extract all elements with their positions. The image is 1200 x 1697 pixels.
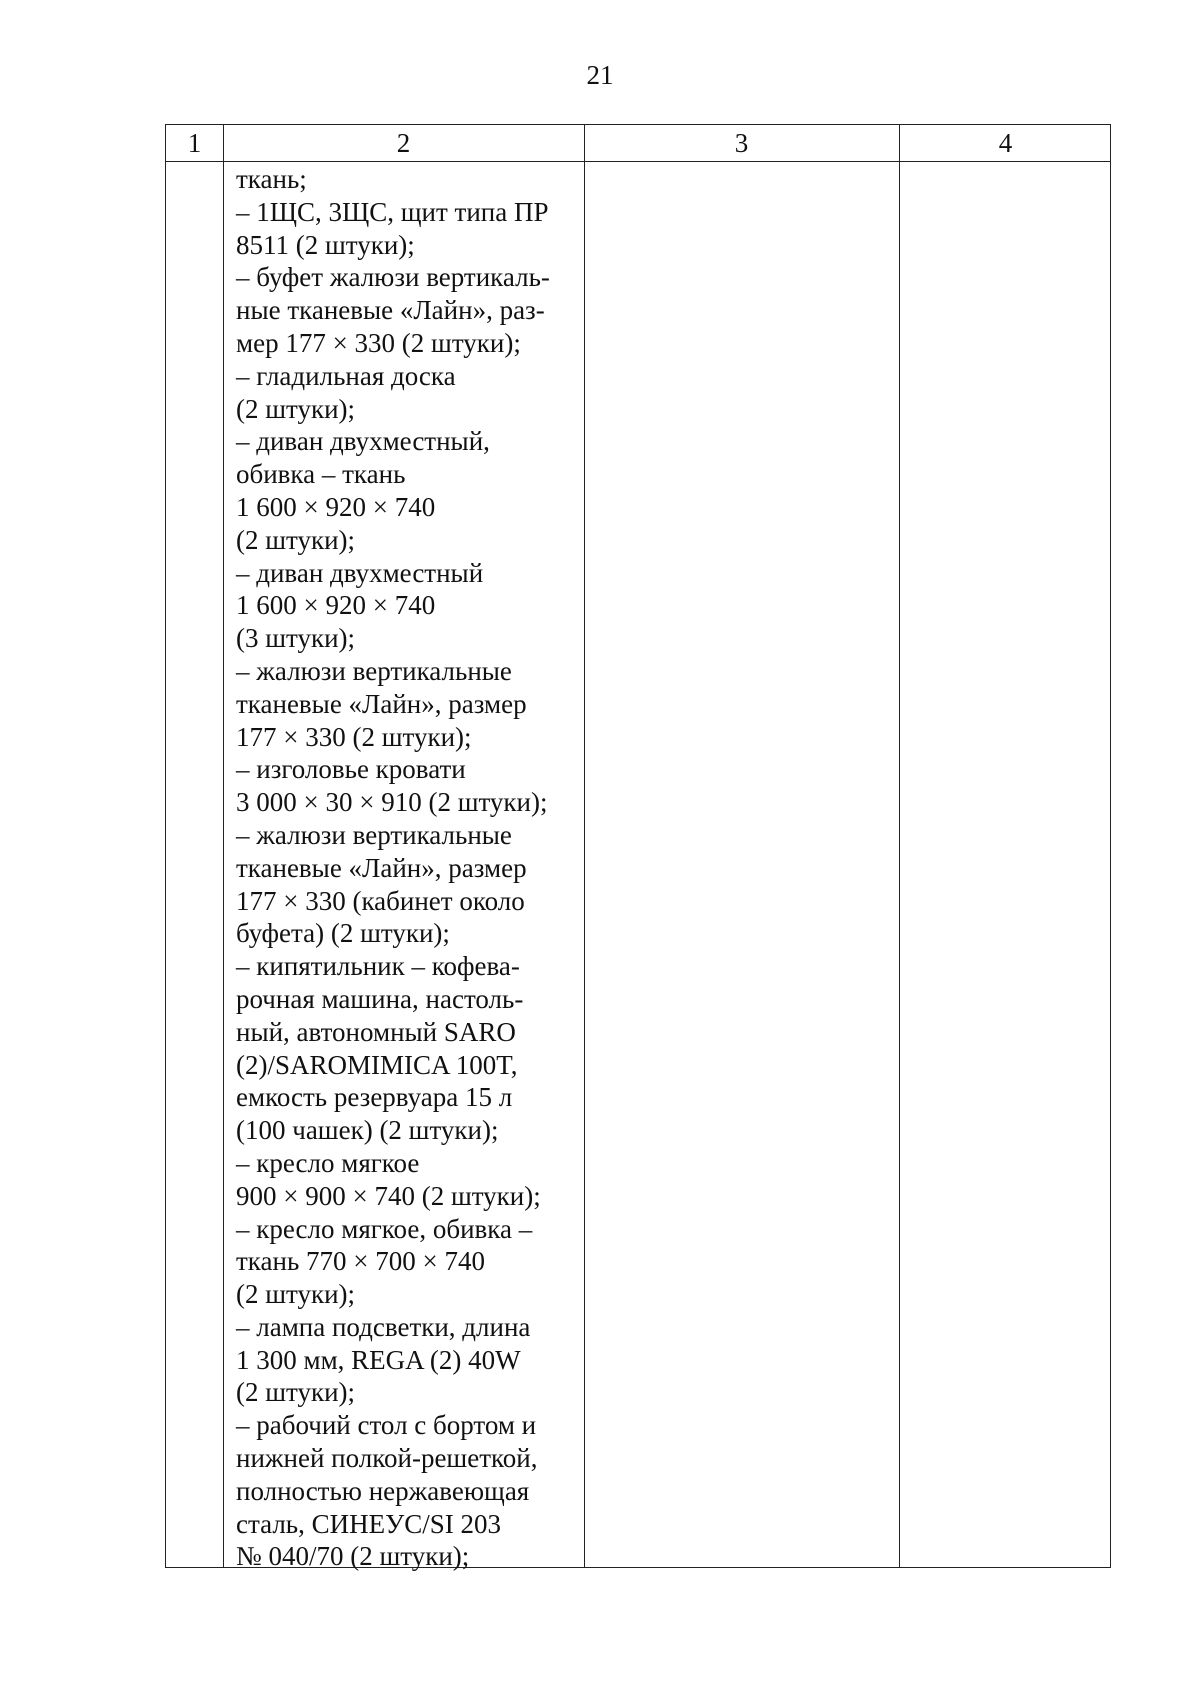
equipment-line: 1 300 мм, REGA (2) 40W <box>236 1344 521 1375</box>
column-header-4: 4 <box>998 128 1013 158</box>
equipment-line: емкость резервуара 15 л <box>236 1082 513 1113</box>
equipment-line: буфета) (2 штуки); <box>236 918 450 949</box>
equipment-line: – гладильная доска <box>236 360 456 391</box>
equipment-line: 900 × 900 × 740 (2 штуки); <box>236 1180 541 1211</box>
equipment-line: – диван двухместный <box>236 557 484 588</box>
column-divider-3 <box>899 125 900 1567</box>
equipment-line: рочная машина, настоль- <box>236 983 524 1014</box>
column-divider-1 <box>223 125 224 1567</box>
equipment-line: 1 600 × 920 × 740 <box>236 491 436 522</box>
equipment-line: – изголовье кровати <box>236 754 466 785</box>
equipment-line: – рабочий стол с бортом и <box>236 1410 537 1441</box>
column-header-1: 1 <box>187 128 202 158</box>
page-number: 21 <box>586 60 614 90</box>
equipment-line: – лампа подсветки, длина <box>236 1311 531 1342</box>
equipment-line: – кипятильник – кофева- <box>236 951 520 982</box>
equipment-line: тканевые «Лайн», размер <box>236 688 527 719</box>
equipment-line: № 040/70 (2 штуки); <box>236 1541 470 1572</box>
equipment-line: – 1ЩС, 3ЩС, щит типа ПР <box>236 196 549 227</box>
equipment-line: мер 177 × 330 (2 штуки); <box>236 327 521 358</box>
equipment-line: обивка – ткань <box>236 459 406 490</box>
equipment-line: ный, автономный SARO <box>236 1016 516 1047</box>
column-header-3: 3 <box>734 128 749 158</box>
equipment-line: (2 штуки); <box>236 1377 356 1408</box>
equipment-line: сталь, СИНЕУС/SI 203 <box>236 1508 502 1539</box>
equipment-line: (2 штуки); <box>236 393 356 424</box>
equipment-line: (2)/SAROMIMICA 100T, <box>236 1049 518 1080</box>
equipment-line: ные тканевые «Лайн», раз- <box>236 295 545 326</box>
equipment-line: (2 штуки); <box>236 524 356 555</box>
equipment-line: – диван двухместный, <box>236 426 490 457</box>
equipment-line: – жалюзи вертикальные <box>236 655 512 686</box>
equipment-line: ткань 770 × 700 × 740 <box>236 1246 485 1277</box>
equipment-line: 3 000 × 30 × 910 (2 штуки); <box>236 787 548 818</box>
equipment-line: 177 × 330 (2 штуки); <box>236 721 472 752</box>
equipment-line: – кресло мягкое, обивка – <box>236 1213 533 1244</box>
equipment-line: ткань; <box>236 164 307 194</box>
column-header-2: 2 <box>396 128 411 158</box>
header-divider <box>166 161 1110 162</box>
equipment-table <box>165 124 1111 1572</box>
equipment-line: (100 чашек) (2 штуки); <box>236 1115 499 1146</box>
equipment-line: – жалюзи вертикальные <box>236 819 512 850</box>
equipment-line: – кресло мягкое <box>236 1147 420 1178</box>
equipment-line: – буфет жалюзи вертикаль- <box>236 262 550 293</box>
equipment-line: нижней полкой-решеткой, <box>236 1443 538 1474</box>
equipment-line: (2 штуки); <box>236 1279 356 1310</box>
equipment-line: тканевые «Лайн», размер <box>236 852 527 883</box>
equipment-line: полностью нержавеющая <box>236 1475 530 1506</box>
equipment-line: (3 штуки); <box>236 623 356 654</box>
equipment-line: 1 600 × 920 × 740 <box>236 590 436 621</box>
equipment-line: 177 × 330 (кабинет около <box>236 885 525 916</box>
equipment-line: 8511 (2 штуки); <box>236 229 415 260</box>
equipment-list <box>236 163 586 1573</box>
